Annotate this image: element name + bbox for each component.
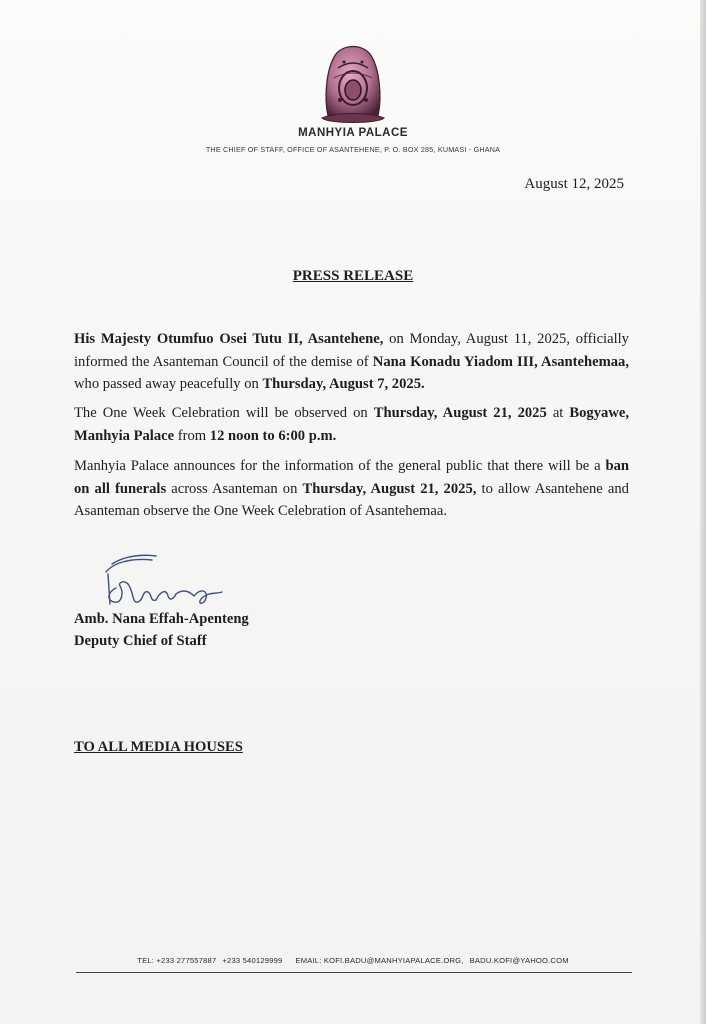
text-bold: ban on all funerals xyxy=(74,458,629,497)
distribution-line: TO ALL MEDIA HOUSES xyxy=(74,739,243,755)
organization-name: MANHYIA PALACE xyxy=(298,127,408,139)
text: across Asanteman on xyxy=(166,480,303,497)
footer-telephone-2: +233 540129999 xyxy=(222,956,283,965)
paragraph-celebration xyxy=(74,402,629,447)
golden-stool-crest-icon xyxy=(318,38,388,126)
footer-telephone: TEL: +233 277557887 xyxy=(137,956,217,965)
text-bold: Thursday, August 7, 2025. xyxy=(262,376,425,392)
signatory-title: Deputy Chief of Staff xyxy=(74,633,207,649)
signatory-name: Amb. Nana Effah-Apenteng xyxy=(74,611,249,627)
paragraph-announcement xyxy=(74,328,629,396)
footer-divider xyxy=(76,972,632,973)
document-heading: PRESS RELEASE xyxy=(292,268,414,284)
text: who passed away peacefully on xyxy=(74,376,263,392)
document-date: August 12, 2025 xyxy=(524,176,624,192)
text-bold: Thursday, August 21, 2025 xyxy=(373,405,547,421)
text-bold: His Majesty Otumfuo Osei Tutu II, Asantehene, xyxy=(74,331,384,347)
footer-email-2: BADU.KOFI@YAHOO.COM xyxy=(469,956,569,965)
footer-contacts xyxy=(0,956,706,965)
text-bold: 12 noon to 6:00 p.m. xyxy=(209,427,337,444)
organization-address: THE CHIEF OF STAFF, OFFICE OF ASANTEHENE, P. O. BOX 285, KUMASI - GHANA xyxy=(205,145,501,154)
text: from xyxy=(174,427,210,444)
text: to allow Asantehene and Asanteman observe the One Week Celebration of Asantehemaa. xyxy=(74,480,629,519)
text: Manhyia Palace announces for the information of the general public that there will be a xyxy=(74,458,606,474)
footer-email: EMAIL: KOFI.BADU@MANHYIAPALACE.ORG, xyxy=(295,956,464,965)
text-bold: Bogyawe, Manhyia Palace xyxy=(74,405,629,444)
text: The One Week Celebration will be observed on xyxy=(74,405,374,421)
text-bold: Nana Konadu Yiadom III, Asantehemaa, xyxy=(372,353,630,370)
paragraph-funeral-ban xyxy=(74,455,629,523)
text-bold: Thursday, August 21, 2025, xyxy=(302,480,477,497)
text: at xyxy=(546,405,570,421)
text: on Monday, August 11, 2025, officially informed the Asanteman Council of the demise of xyxy=(74,331,629,370)
